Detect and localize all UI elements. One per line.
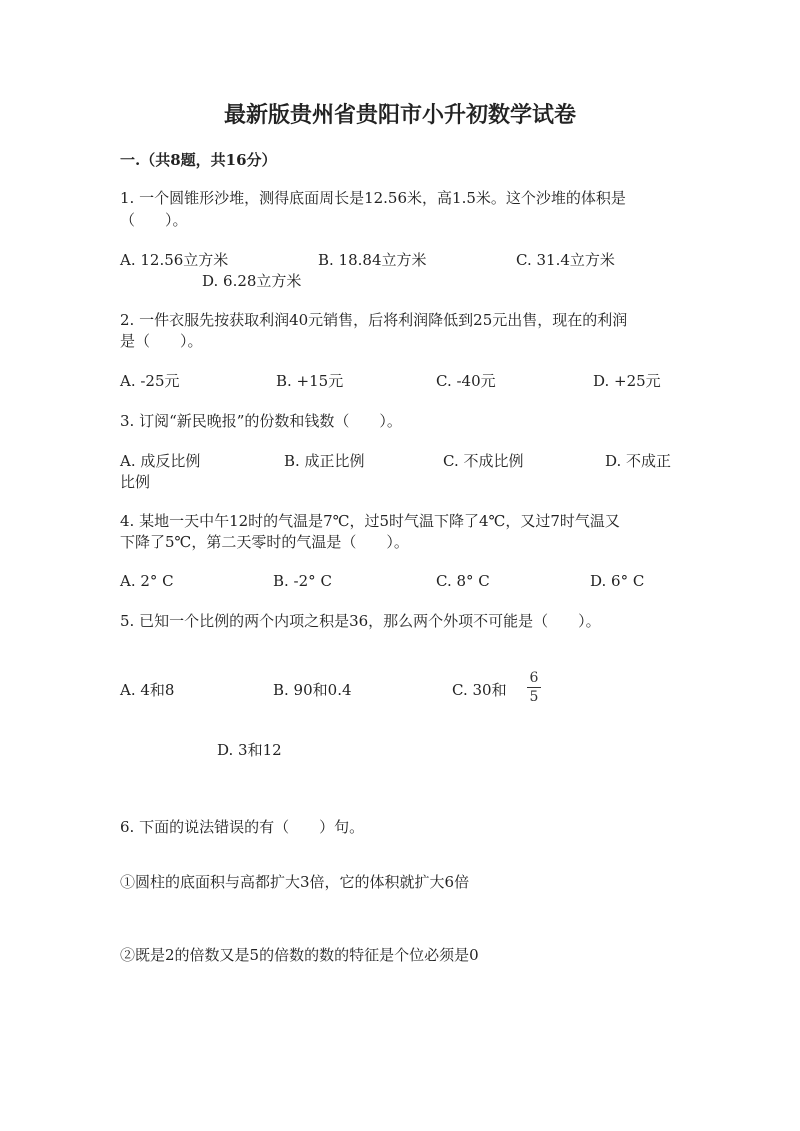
question-2-text-line2: 是（ ）。	[120, 332, 203, 350]
fraction-bar	[527, 687, 541, 688]
question-3-option-d-line2: 比例	[120, 473, 151, 491]
question-1-text-line1: 1. 一个圆锥形沙堆，测得底面周长是12.56米，高1.5米。这个沙堆的体积是	[120, 189, 626, 207]
question-4-option-b: B. -2° C	[273, 572, 332, 590]
question-4-text-line1: 4. 某地一天中午12时的气温是7℃，过5时气温下降了4℃，又过7时气温又	[120, 512, 620, 530]
question-1-option-d: D. 6.28立方米	[202, 272, 302, 290]
question-4-text-line2: 下降了5℃，第二天零时的气温是（ ）。	[120, 533, 409, 551]
question-3-text-line1: 3. 订阅“新民晚报”的份数和钱数（ ）。	[120, 412, 402, 430]
section-heading: 一.（共8题，共16分）	[120, 151, 277, 169]
question-4-option-a: A. 2° C	[120, 572, 174, 590]
question-6-statement-1: ①圆柱的底面积与高都扩大3倍，它的体积就扩大6倍	[120, 873, 470, 891]
question-1-text-line2: （ ）。	[120, 211, 188, 229]
question-1-option-c: C. 31.4立方米	[516, 251, 615, 269]
question-3-option-b: B. 成正比例	[284, 452, 365, 470]
question-4-option-d: D. 6° C	[590, 572, 645, 590]
question-2-option-d: D. +25元	[593, 372, 661, 390]
question-5-option-c-fraction	[527, 670, 541, 705]
question-6-statement-2: ②既是2的倍数又是5的倍数的数的特征是个位必须是0	[120, 946, 479, 964]
question-6-text-line1: 6. 下面的说法错误的有（ ）句。	[120, 818, 365, 836]
question-5-text-line1: 5. 已知一个比例的两个内项之积是36，那么两个外项不可能是（ ）。	[120, 612, 601, 630]
fraction-numerator: 6	[529, 670, 539, 686]
fraction-denominator: 5	[529, 689, 539, 705]
question-1-option-a: A. 12.56立方米	[120, 251, 229, 269]
question-1-option-b: B. 18.84立方米	[318, 251, 427, 269]
question-3-option-c: C. 不成比例	[443, 452, 524, 470]
question-2-option-b: B. +15元	[276, 372, 344, 390]
question-2-option-a: A. -25元	[120, 372, 180, 390]
question-5-option-a: A. 4和8	[120, 681, 175, 699]
page-title: 最新版贵州省贵阳市小升初数学试卷	[223, 102, 576, 128]
question-2-option-c: C. -40元	[436, 372, 496, 390]
question-2-text-line1: 2. 一件衣服先按获取利润40元销售，后将利润降低到25元出售，现在的利润	[120, 311, 628, 329]
question-3-option-a: A. 成反比例	[120, 452, 201, 470]
question-5-option-b: B. 90和0.4	[273, 681, 352, 699]
question-3-option-d-line1: D. 不成正	[605, 452, 672, 470]
question-5-option-d: D. 3和12	[217, 741, 282, 759]
question-5-option-c: C. 30和	[452, 681, 507, 699]
question-4-option-c: C. 8° C	[436, 572, 490, 590]
